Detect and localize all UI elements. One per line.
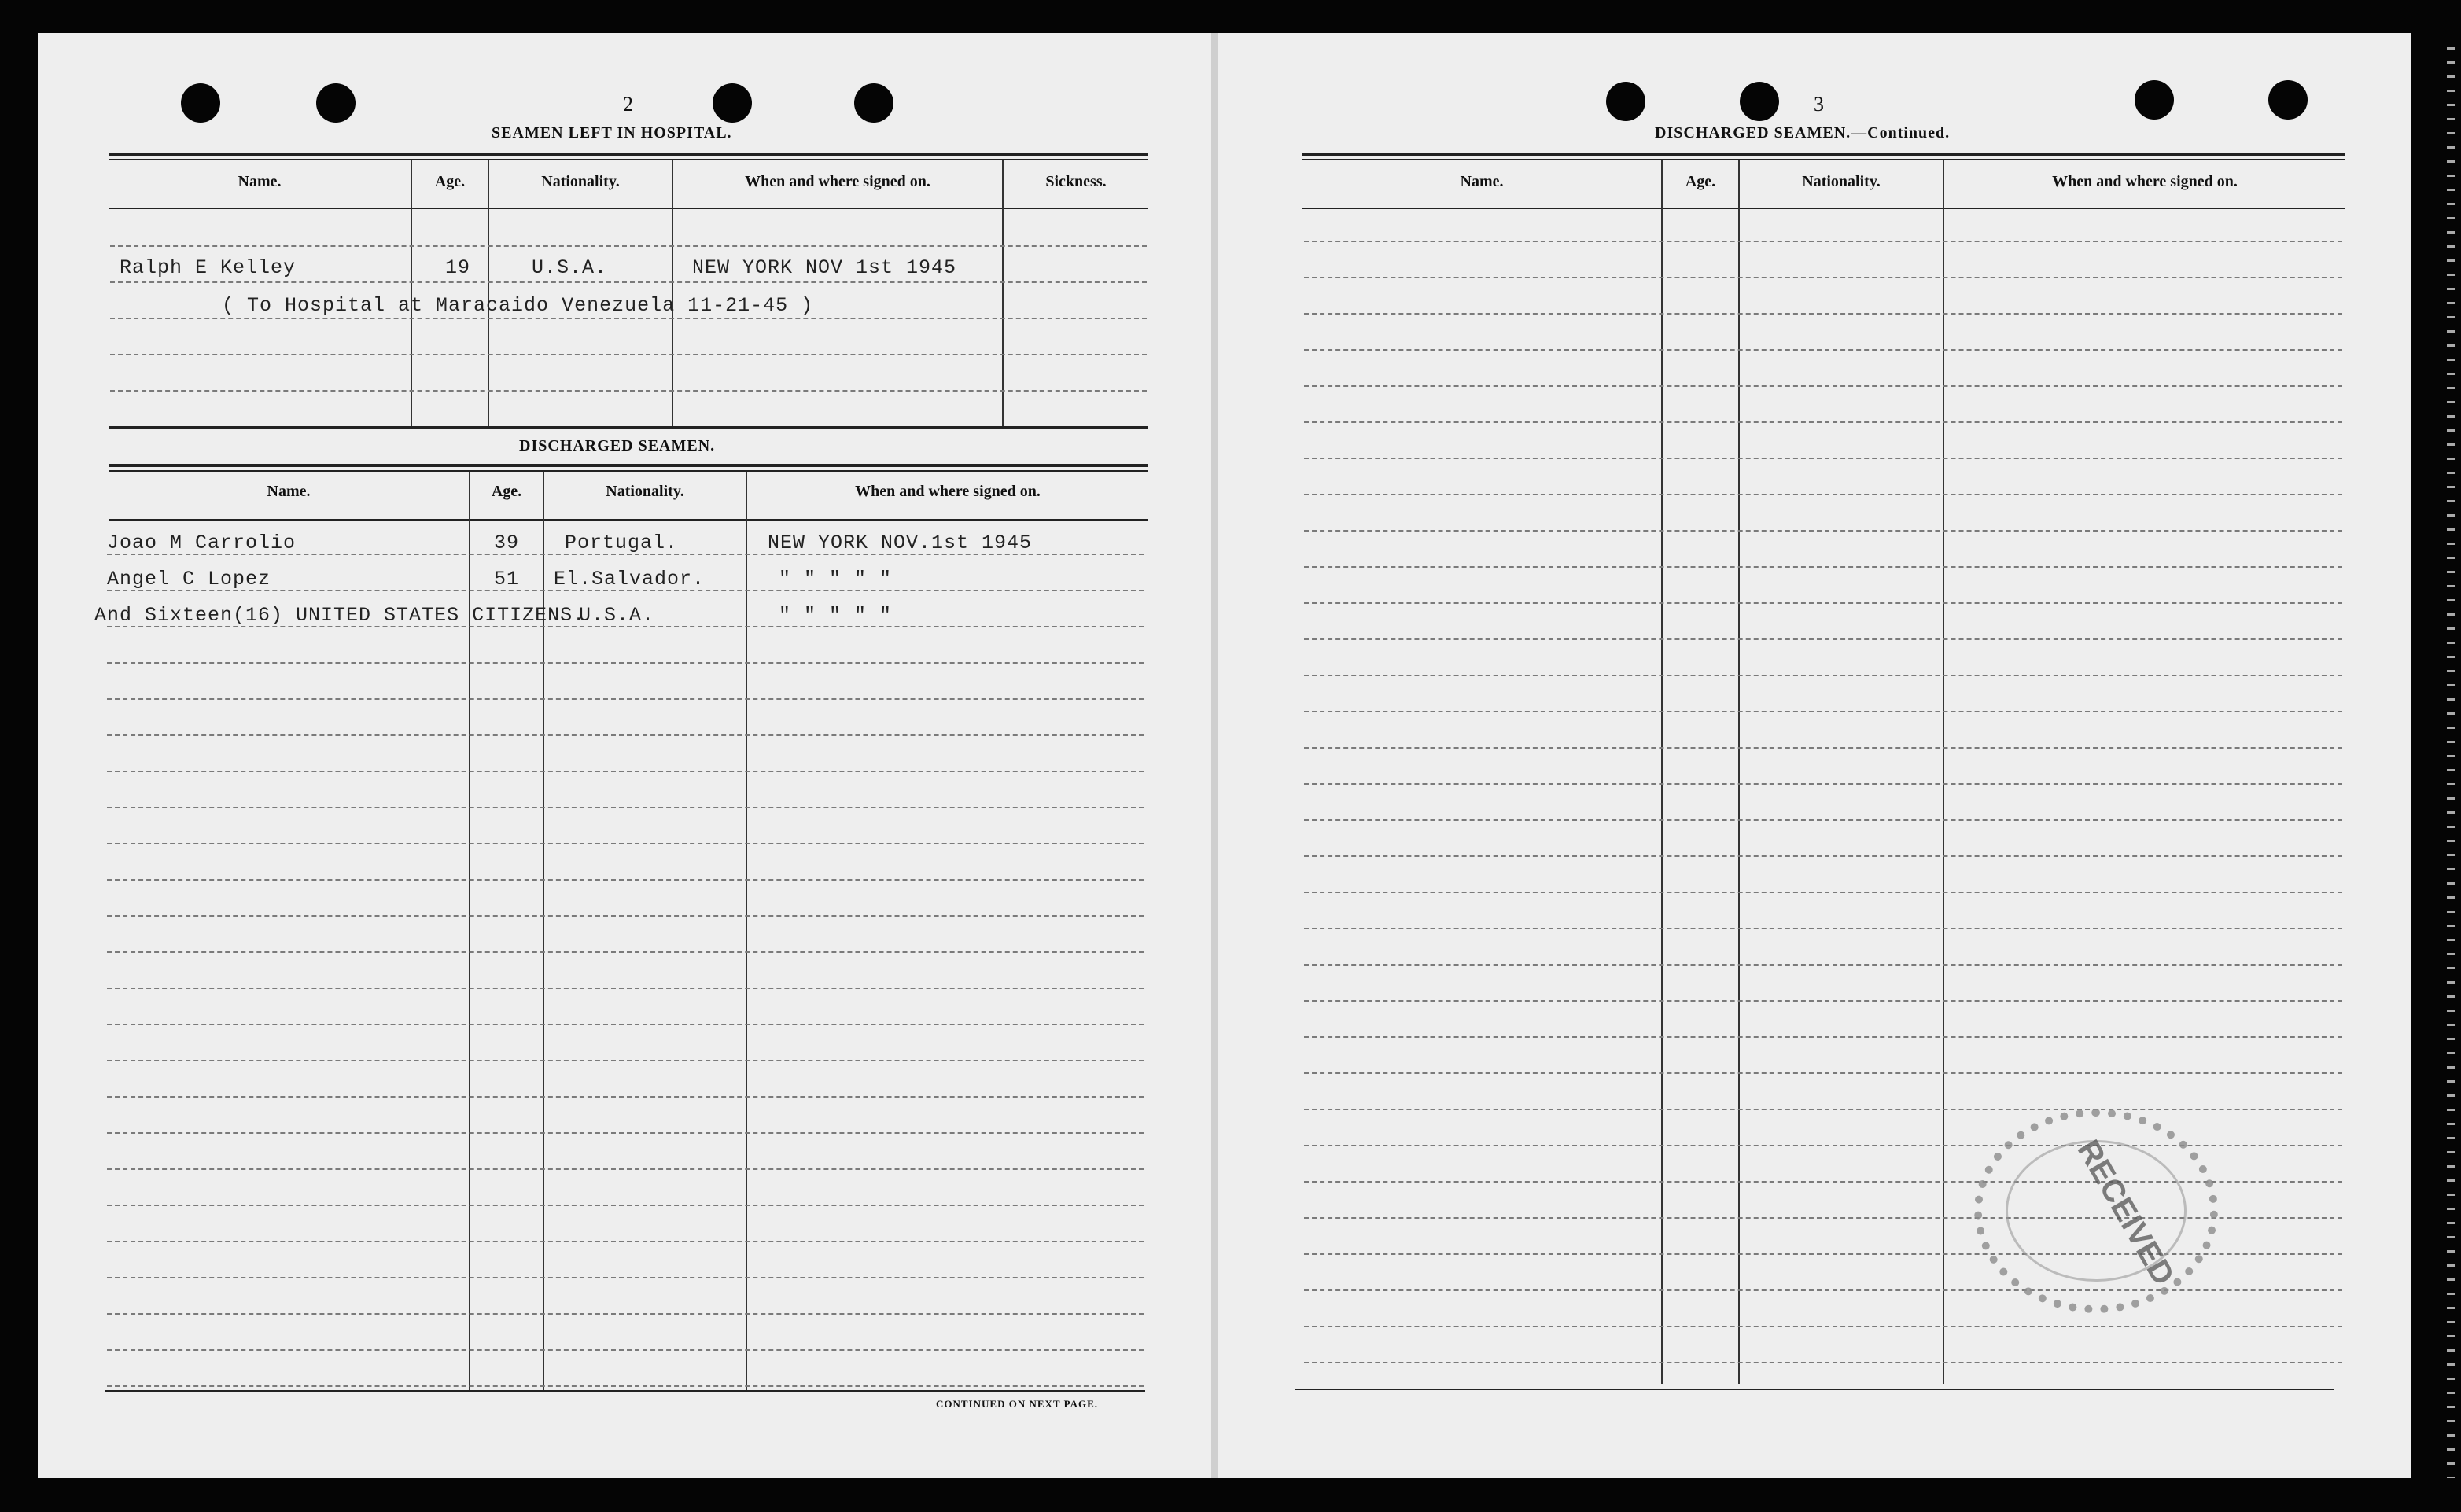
page-number: 2 [623, 93, 633, 116]
ruled-line [110, 245, 1147, 247]
punch-hole [1740, 82, 1779, 121]
ruled-line [107, 1349, 1144, 1351]
ruled-line [1304, 747, 2342, 749]
table-rule [1295, 1389, 2334, 1390]
ruled-line [1304, 494, 2342, 495]
ruled-line [1304, 964, 2342, 966]
table-rule [1302, 159, 2345, 160]
ruled-line [1304, 892, 2342, 893]
ruled-line [1304, 819, 2342, 821]
column-divider [1661, 160, 1663, 1384]
punch-hole [1606, 82, 1645, 121]
table-rule [109, 208, 1148, 209]
ruled-line [107, 915, 1144, 917]
discharged-continued-title: DISCHARGED SEAMEN.—Continued. [1655, 124, 1951, 142]
ruled-line [1304, 928, 2342, 929]
column-header-name: Name. [1460, 173, 1504, 190]
ruled-line [1304, 638, 2342, 640]
hospital-seaman-signed-on: NEW YORK NOV 1st 1945 [692, 256, 957, 279]
seaman-signed-on: NEW YORK NOV.1st 1945 [768, 532, 1033, 554]
table-rule [105, 1390, 1145, 1392]
ruled-line [110, 390, 1147, 392]
table-rule [109, 159, 1148, 160]
seaman-nationality: Portugal. [565, 532, 679, 554]
table-rule [109, 470, 1148, 472]
ruled-line [107, 1096, 1144, 1098]
column-header-age: Age. [434, 173, 466, 190]
hospital-section-title: SEAMEN LEFT IN HOSPITAL. [492, 124, 732, 142]
hospital-note: ( To Hospital at Maracaido Venezuela 11-21-45 ) [222, 294, 814, 317]
left-page [38, 33, 1211, 1478]
ruled-line [107, 1385, 1144, 1387]
ruled-line [107, 1060, 1144, 1061]
column-header-age: Age. [1685, 173, 1716, 190]
hospital-seaman-nationality: U.S.A. [532, 256, 608, 279]
ruled-line [107, 1168, 1144, 1170]
punch-hole [316, 83, 356, 123]
column-header-sickness: Sickness. [1045, 173, 1107, 190]
ruled-line [1304, 421, 2342, 423]
table-rule [1302, 208, 2345, 209]
punch-hole [854, 83, 893, 123]
column-divider [1943, 160, 1944, 1384]
hospital-seaman-name: Ralph E Kelley [120, 256, 297, 279]
column-header-nationality: Nationality. [1802, 173, 1881, 190]
column-header-nationality: Nationality. [606, 483, 684, 500]
column-header-signed-on: When and where signed on. [855, 483, 1041, 500]
continued-note: CONTINUED ON NEXT PAGE. [936, 1398, 1098, 1410]
received-stamp: RECEIVED [1974, 1109, 2218, 1313]
punch-hole [2135, 80, 2174, 120]
ruled-line [1304, 458, 2342, 459]
seaman-signed-on: " " " " " [779, 568, 893, 590]
ruled-line [1304, 1036, 2342, 1038]
ruled-line [1304, 349, 2342, 351]
ruled-line [1304, 1072, 2342, 1074]
table-rule [109, 519, 1148, 521]
punch-hole [181, 83, 220, 123]
seaman-name: Angel C Lopez [107, 568, 271, 590]
seaman-nationality: U.S.A. [579, 604, 655, 627]
ruled-line [1304, 277, 2342, 278]
column-divider [1002, 160, 1004, 426]
film-edge-marks [2447, 47, 2455, 1478]
column-header-name: Name. [267, 483, 311, 500]
ruled-line [107, 988, 1144, 989]
table-rule [109, 464, 1148, 467]
ruled-line [1304, 385, 2342, 387]
ruled-line [107, 843, 1144, 844]
ruled-line [107, 662, 1144, 664]
column-divider [1738, 160, 1740, 1384]
ruled-line [107, 734, 1144, 736]
discharged-section-title: DISCHARGED SEAMEN. [519, 437, 716, 454]
column-header-name: Name. [238, 173, 282, 190]
ruled-line [1304, 566, 2342, 568]
ruled-line [107, 1313, 1144, 1315]
punch-hole [713, 83, 752, 123]
page-number: 3 [1814, 93, 1824, 116]
ruled-line [110, 354, 1147, 355]
table-rule [109, 153, 1148, 156]
ruled-line [107, 951, 1144, 953]
seaman-nationality: El.Salvador. [554, 568, 706, 590]
binding-gutter [1211, 33, 1218, 1478]
column-header-signed-on: When and where signed on. [2052, 173, 2238, 190]
right-page [1218, 33, 2411, 1478]
column-header-nationality: Nationality. [541, 173, 620, 190]
ruled-line [1304, 313, 2342, 315]
ruled-line [1304, 1000, 2342, 1002]
ruled-line [110, 318, 1147, 319]
ruled-line [107, 771, 1144, 772]
table-rule [1302, 153, 2345, 156]
column-header-age: Age. [491, 483, 522, 500]
hospital-seaman-age: 19 [445, 256, 471, 279]
ruled-line [110, 281, 1147, 283]
seaman-name: And Sixteen(16) UNITED STATES CITIZENS. [94, 604, 586, 627]
ruled-line [1304, 602, 2342, 604]
column-divider [746, 472, 747, 1390]
seaman-age: 39 [494, 532, 520, 554]
ruled-line [107, 879, 1144, 881]
column-divider [411, 160, 412, 426]
column-divider [672, 160, 673, 426]
ruled-line [107, 1277, 1144, 1278]
ruled-line [107, 807, 1144, 808]
ruled-line [1304, 530, 2342, 532]
ruled-line [1304, 241, 2342, 242]
seaman-name: Joao M Carrolio [107, 532, 297, 554]
seaman-age: 51 [494, 568, 520, 590]
ruled-line [1304, 855, 2342, 857]
ruled-line [1304, 1326, 2342, 1327]
ruled-line [1304, 1362, 2342, 1363]
ruled-line [1304, 783, 2342, 785]
seaman-signed-on: " " " " " [779, 604, 893, 627]
ruled-line [1304, 711, 2342, 712]
ruled-line [107, 1241, 1144, 1242]
table-rule [109, 426, 1148, 429]
ruled-line [107, 1205, 1144, 1206]
ruled-line [107, 1024, 1144, 1025]
ruled-line [107, 1132, 1144, 1134]
ruled-line [1304, 675, 2342, 676]
ruled-line [107, 698, 1144, 700]
punch-hole [2268, 80, 2308, 120]
column-divider [488, 160, 489, 426]
column-header-signed-on: When and where signed on. [745, 173, 930, 190]
